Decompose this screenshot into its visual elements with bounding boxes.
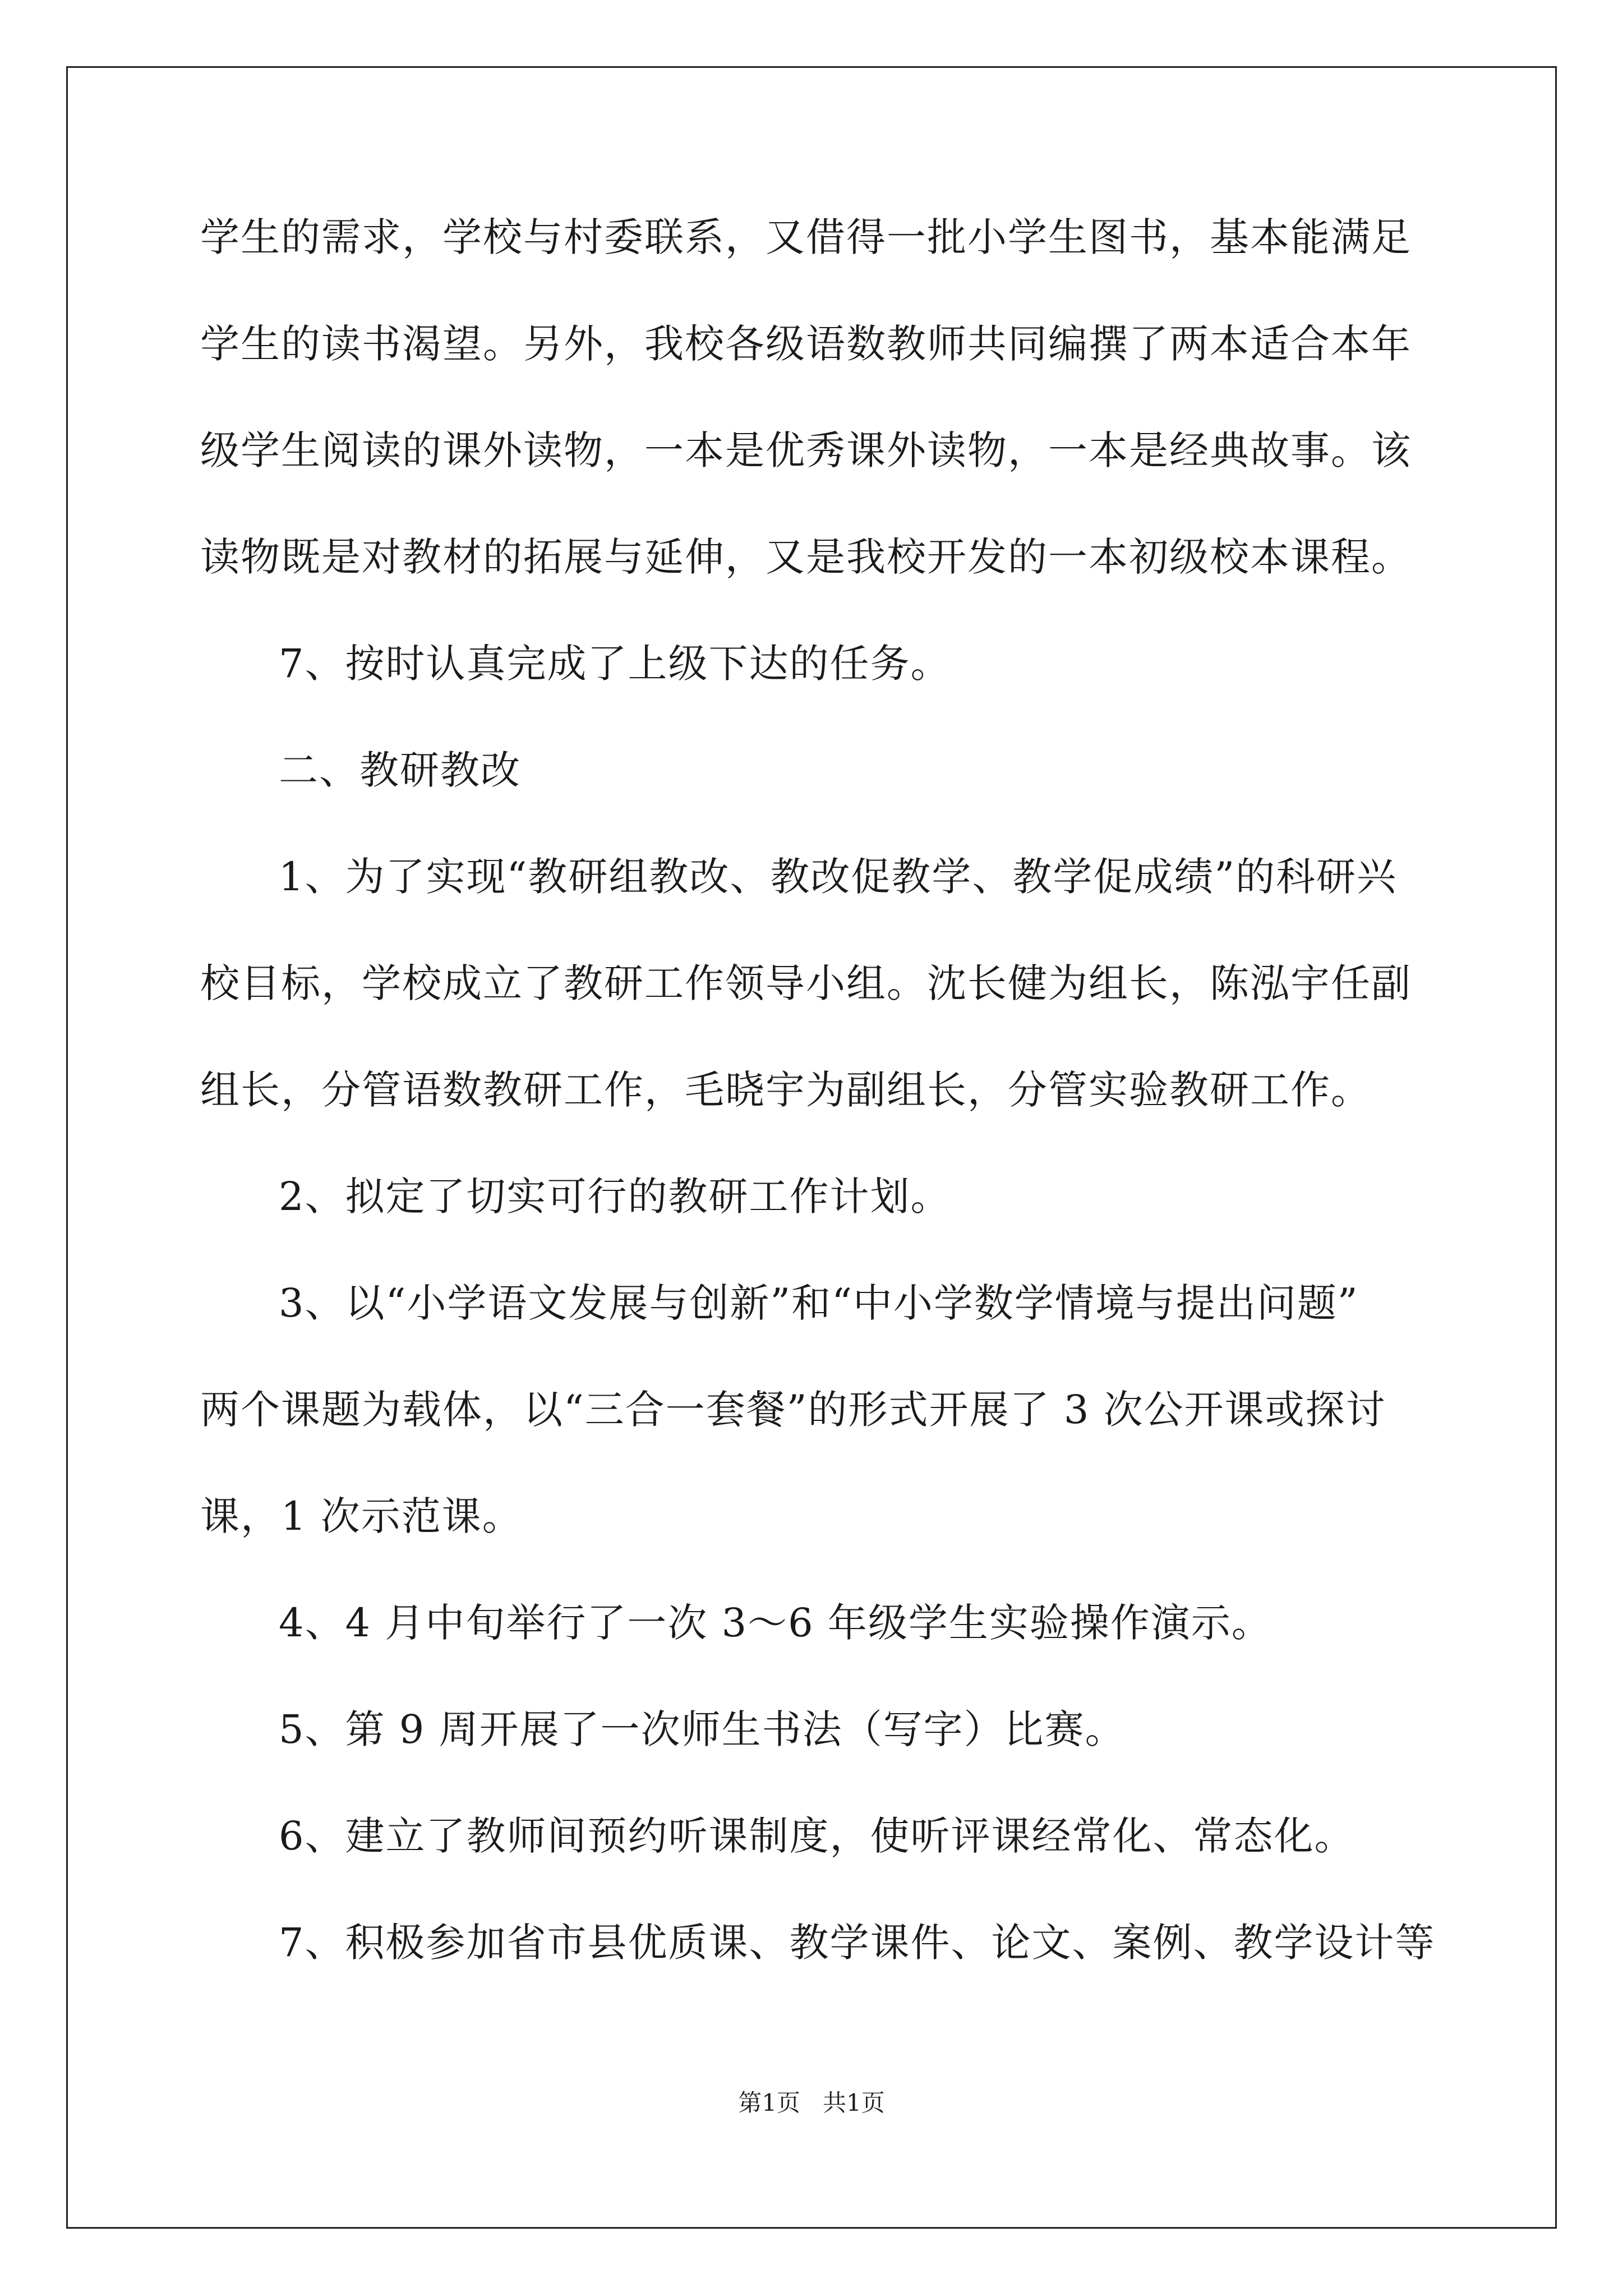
text-line: 读物既是对教材的拓展与延伸，又是我校开发的一本初级校本课程。	[200, 534, 1412, 580]
text-line: 7、积极参加省市县优质课、教学课件、论文、案例、教学设计等	[279, 1920, 1436, 1966]
text-line: 1、为了实现“教研组教改、教改促教学、教学促成绩”的科研兴	[279, 854, 1398, 900]
page-footer: 第1页 共1页	[738, 2089, 885, 2116]
section-heading: 二、教研教改	[279, 747, 521, 793]
text-line: 4、4 月中旬举行了一次 3～6 年级学生实验操作演示。	[279, 1600, 1272, 1646]
text-line: 学生的读书渴望。另外，我校各级语数教师共同编撰了两本适合本年	[200, 321, 1412, 367]
text-line: 3、以“小学语文发展与创新”和“中小学数学情境与提出问题”	[279, 1280, 1359, 1326]
text-line: 校目标，学校成立了教研工作领导小组。沈长健为组长，陈泓宇任副	[200, 960, 1412, 1006]
text-line: 组长，分管语数教研工作，毛晓宇为副组长，分管实验教研工作。	[200, 1067, 1371, 1113]
text-line: 两个课题为载体，以“三合一套餐”的形式开展了 3 次公开课或探讨	[200, 1387, 1386, 1433]
text-line: 6、建立了教师间预约听课制度，使听评课经常化、常态化。	[279, 1813, 1355, 1859]
text-line: 级学生阅读的课外读物，一本是优秀课外读物，一本是经典故事。该	[200, 427, 1412, 473]
text-line: 2、拟定了切实可行的教研工作计划。	[279, 1174, 951, 1220]
text-line: 课，1 次示范课。	[200, 1493, 523, 1539]
page-border	[66, 66, 1557, 2229]
text-line: 5、第 9 周开展了一次师生书法（写字）比赛。	[279, 1706, 1126, 1752]
text-line: 7、按时认真完成了上级下达的任务。	[279, 641, 951, 687]
text-line: 学生的需求，学校与村委联系，又借得一批小学生图书，基本能满足	[200, 214, 1412, 260]
